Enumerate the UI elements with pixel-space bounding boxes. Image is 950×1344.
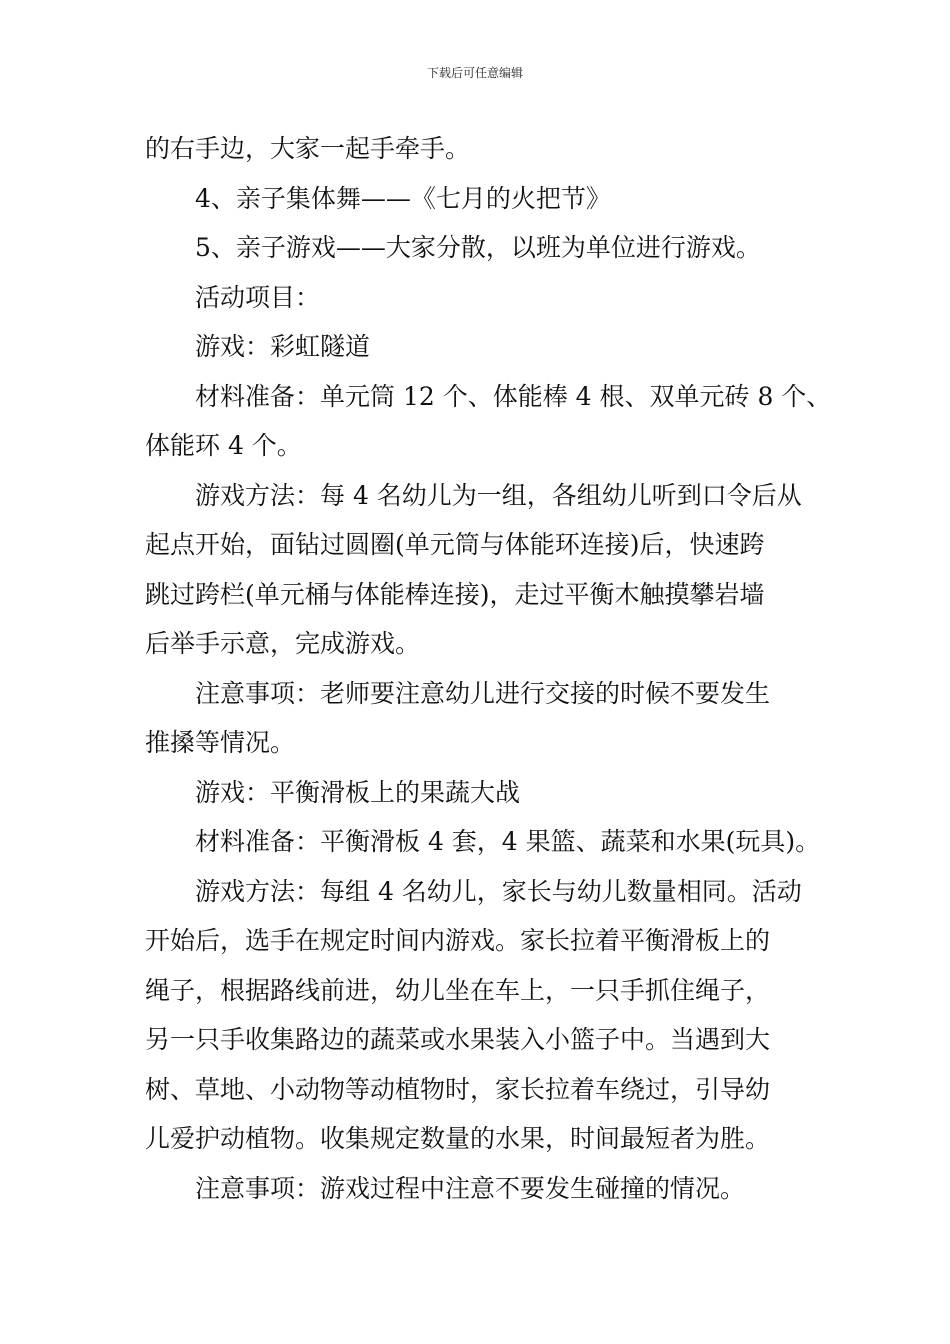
text-line: 起点开始，面钻过圆圈(单元筒与体能环连接)后，快速跨 bbox=[145, 530, 765, 559]
text-line: 后举手示意，完成游戏。 bbox=[145, 629, 421, 658]
text-line: 另一只手收集路边的蔬菜或水果装入小篮子中。当遇到大 bbox=[145, 1025, 771, 1054]
text-line: 材料准备：平衡滑板 4 套，4 果篮、蔬菜和水果(玩具)。 bbox=[195, 827, 821, 856]
game-title: 游戏：平衡滑板上的果蔬大战 bbox=[195, 777, 521, 807]
text-line: 4、亲子集体舞——《七月的火把节》 bbox=[195, 183, 611, 213]
text-line: 开始后，选手在规定时间内游戏。家长拉着平衡滑板上的 bbox=[145, 926, 771, 955]
text-line: 注意事项：游戏过程中注意不要发生碰撞的情况。 bbox=[195, 1173, 746, 1203]
text-line: 儿爱护动植物。收集规定数量的水果，时间最短者为胜。 bbox=[145, 1124, 771, 1153]
text-line: 的右手边，大家一起手牵手。 bbox=[145, 134, 471, 163]
text-line: 5、亲子游戏——大家分散，以班为单位进行游戏。 bbox=[195, 233, 761, 262]
text-line: 体能环 4 个。 bbox=[145, 431, 302, 460]
document-body bbox=[145, 124, 832, 1213]
text-line: 注意事项：老师要注意幼儿进行交接的时候不要发生 bbox=[195, 678, 771, 708]
text-line: 跳过跨栏(单元桶与体能棒连接)，走过平衡木触摸攀岩墙 bbox=[145, 579, 765, 609]
text-line: 游戏方法：每组 4 名幼儿，家长与幼儿数量相同。活动 bbox=[195, 876, 802, 906]
game-title: 游戏：彩虹隧道 bbox=[195, 332, 371, 361]
text-line: 推搡等情况。 bbox=[145, 728, 296, 757]
text-line: 树、草地、小动物等动植物时，家长拉着车绕过，引导幼 bbox=[145, 1074, 771, 1104]
page-header: 下载后可任意编辑 bbox=[426, 66, 523, 80]
text-line: 绳子，根据路线前进，幼儿坐在车上，一只手抓住绳子， bbox=[145, 975, 771, 1005]
text-line: 材料准备：单元筒 12 个、体能棒 4 根、双单元砖 8 个、 bbox=[195, 381, 832, 411]
section-heading: 活动项目： bbox=[195, 282, 321, 312]
text-line: 游戏方法：每 4 名幼儿为一组，各组幼儿听到口令后从 bbox=[195, 480, 802, 510]
